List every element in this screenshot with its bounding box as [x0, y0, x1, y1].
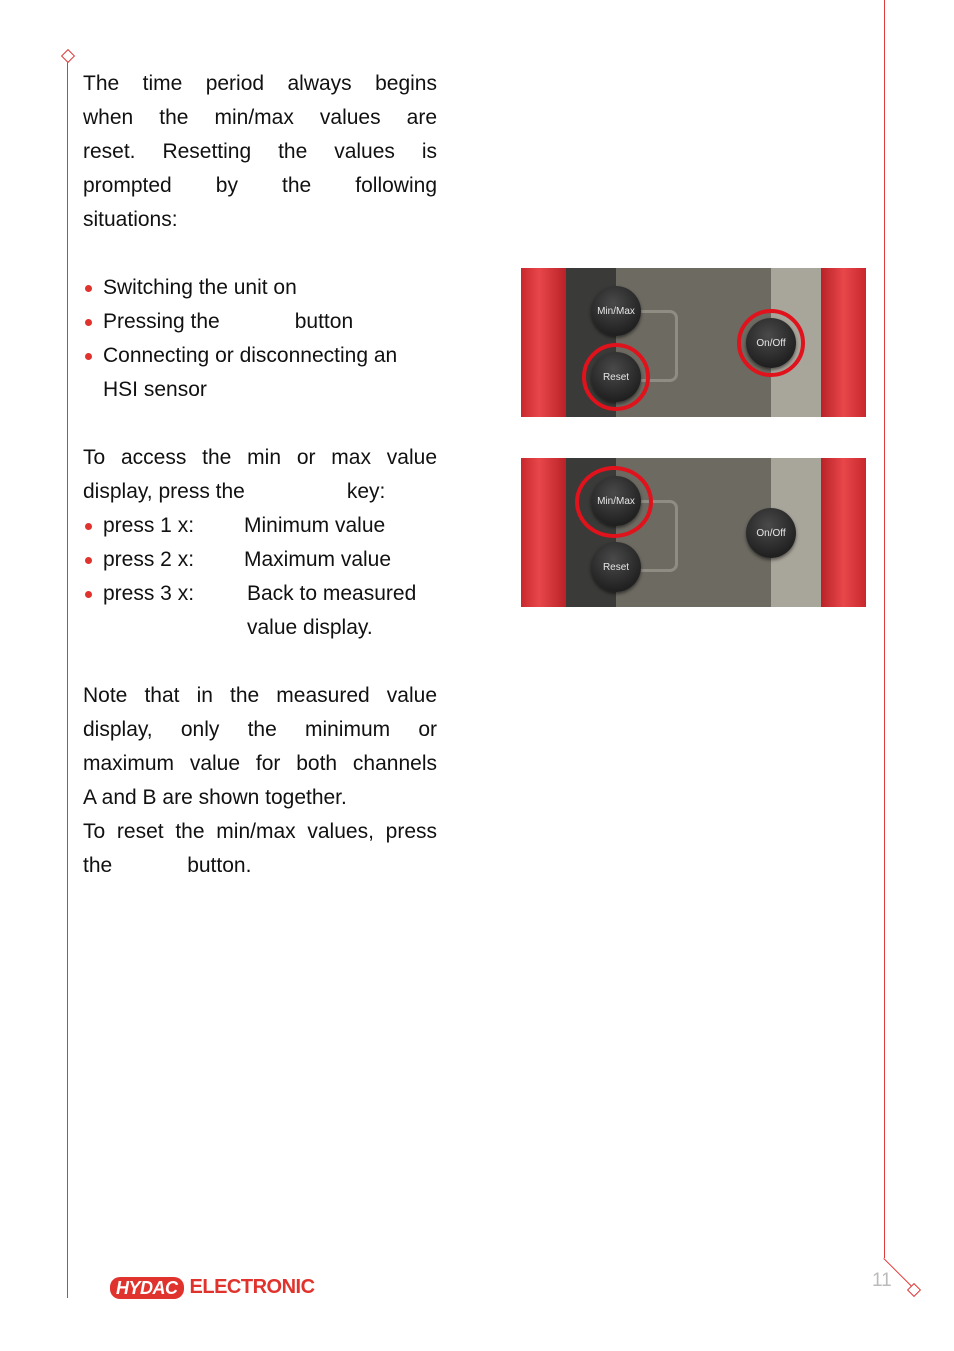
left-margin-rule	[67, 62, 68, 1298]
intro-paragraph	[83, 67, 437, 237]
situations-list	[83, 271, 437, 407]
note-line: display, only the minimum or	[83, 718, 437, 741]
onoff-button: On/Off	[746, 318, 796, 368]
highlight-ring	[575, 466, 653, 538]
device-photo-reset	[521, 268, 866, 417]
intro-line: The time period always begins	[83, 72, 437, 95]
list-item: press 3 x: Back to measured value display.	[83, 577, 437, 645]
note-line: Note that in the measured value	[83, 684, 437, 707]
note-paragraph	[83, 679, 437, 883]
reset-button: Reset	[591, 352, 641, 402]
minmax-button: Min/Max	[591, 286, 641, 336]
reset-line: To reset the min/max values, press	[83, 820, 437, 843]
note-line: A and B are shown together.	[83, 786, 347, 809]
right-margin-rule	[884, 0, 885, 1258]
press-list	[83, 509, 437, 645]
device-photo-minmax	[521, 458, 866, 607]
intro-line: when the min/max values are	[83, 106, 437, 129]
list-item: Switching the unit on	[83, 271, 437, 305]
list-item: Pressing the button	[83, 305, 437, 339]
list-item: Connecting or disconnecting an HSI sensor	[83, 339, 437, 407]
list-item: press 1 x: Minimum value	[83, 509, 437, 543]
intro-line: reset. Resetting the values is	[83, 140, 437, 163]
page-number: 11	[872, 1270, 892, 1291]
list-item: press 2 x: Maximum value	[83, 543, 437, 577]
access-line: To access the min or max value	[83, 446, 437, 469]
reset-button: Reset	[591, 542, 641, 592]
minmax-button: Min/Max	[591, 476, 641, 526]
access-paragraph	[83, 441, 437, 509]
intro-line: situations:	[83, 208, 178, 231]
note-line: maximum value for both channels	[83, 752, 437, 775]
onoff-button: On/Off	[746, 508, 796, 558]
hydac-electronic-logo: HYDAC ELECTRONIC	[110, 1276, 315, 1299]
highlight-ring	[582, 343, 650, 411]
top-diamond-marker	[61, 49, 75, 63]
access-line: display, press the key:	[83, 480, 386, 503]
intro-line: prompted by the following	[83, 174, 437, 197]
reset-line: the button.	[83, 854, 252, 877]
highlight-ring	[737, 309, 805, 377]
